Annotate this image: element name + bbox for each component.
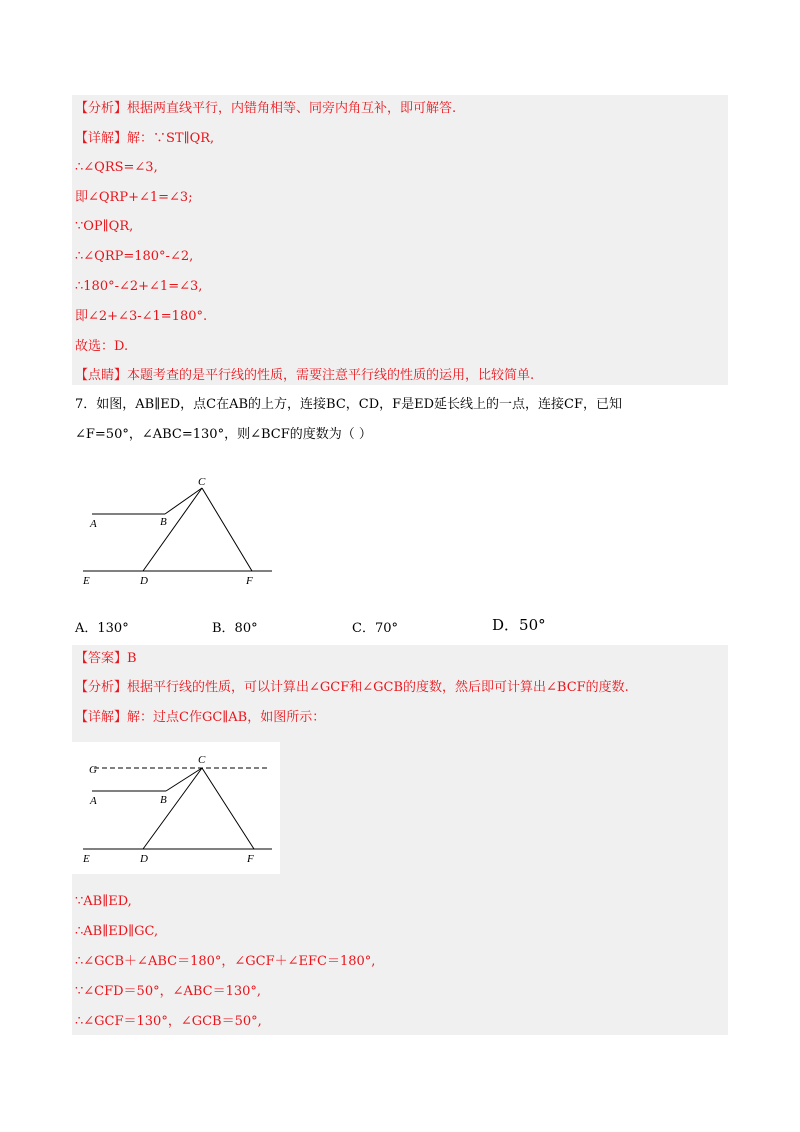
solution-line: 故选：D. <box>75 339 129 354</box>
option-b[interactable]: B．80° <box>212 621 258 636</box>
solution-line: 即∠2+∠3-∠1=180°. <box>75 309 208 324</box>
solution-line: ∵OP∥QR, <box>75 219 134 234</box>
solution-line: ∴∠GCF＝130°，∠GCB＝50°, <box>75 1014 262 1029</box>
point-label-c: C <box>198 754 206 766</box>
solution-line: ∴∠GCB＋∠ABC＝180°，∠GCF＋∠EFC＝180°, <box>75 954 376 969</box>
option-c[interactable]: C．70° <box>352 621 398 636</box>
solution-line: ∴180°-∠2+∠1=∠3, <box>75 279 203 294</box>
point-label-d: D <box>140 575 148 587</box>
key-point-text: 【点睛】本题考查的是平行线的性质，需要注意平行线的性质的运用，比较简单. <box>75 368 535 383</box>
solution-line: ∵AB∥ED, <box>75 894 132 909</box>
point-label-g: G <box>89 764 97 776</box>
analysis-text: 【分析】根据平行线的性质，可以计算出∠GCF和∠GCB的度数，然后即可计算出∠BCF的度数. <box>75 680 629 695</box>
point-label-a: A <box>90 795 97 807</box>
answer-text: 【答案】B <box>75 651 137 666</box>
detail-text: 【详解】解：过点C作GC∥AB，如图所示： <box>75 710 326 725</box>
analysis-text: 【分析】根据两直线平行，内错角相等、同旁内角互补，即可解答. <box>75 101 457 116</box>
point-label-f: F <box>247 853 254 865</box>
solution-line: 即∠QRP+∠1=∠3; <box>75 190 193 205</box>
question-text: 7．如图，AB∥ED，点C在AB的上方，连接BC，CD，F是ED延长线上的一点，连接CF，已知 <box>75 397 623 412</box>
solution-line: ∴∠QRP=180°-∠2, <box>75 249 194 264</box>
solution-line: ∵∠CFD＝50°，∠ABC＝130°, <box>75 984 262 999</box>
option-d[interactable]: D．50° <box>492 616 546 634</box>
point-label-e: E <box>83 575 90 587</box>
question-text: ∠F=50°，∠ABC=130°，则∠BCF的度数为（ ） <box>75 427 372 442</box>
point-label-a: A <box>90 518 97 530</box>
point-label-e: E <box>83 853 90 865</box>
point-label-f: F <box>246 575 253 587</box>
point-label-d: D <box>140 853 148 865</box>
question-figure <box>80 470 280 590</box>
solution-line: ∴AB∥ED∥GC, <box>75 924 159 939</box>
solution-line: ∴∠QRS=∠3, <box>75 160 158 175</box>
option-a[interactable]: A．130° <box>75 621 129 636</box>
solution-line: 【详解】解：∵ST∥QR, <box>75 131 215 146</box>
point-label-b: B <box>160 516 167 528</box>
solution-figure <box>80 752 280 872</box>
point-label-b: B <box>160 794 167 806</box>
point-label-c: C <box>198 476 206 488</box>
